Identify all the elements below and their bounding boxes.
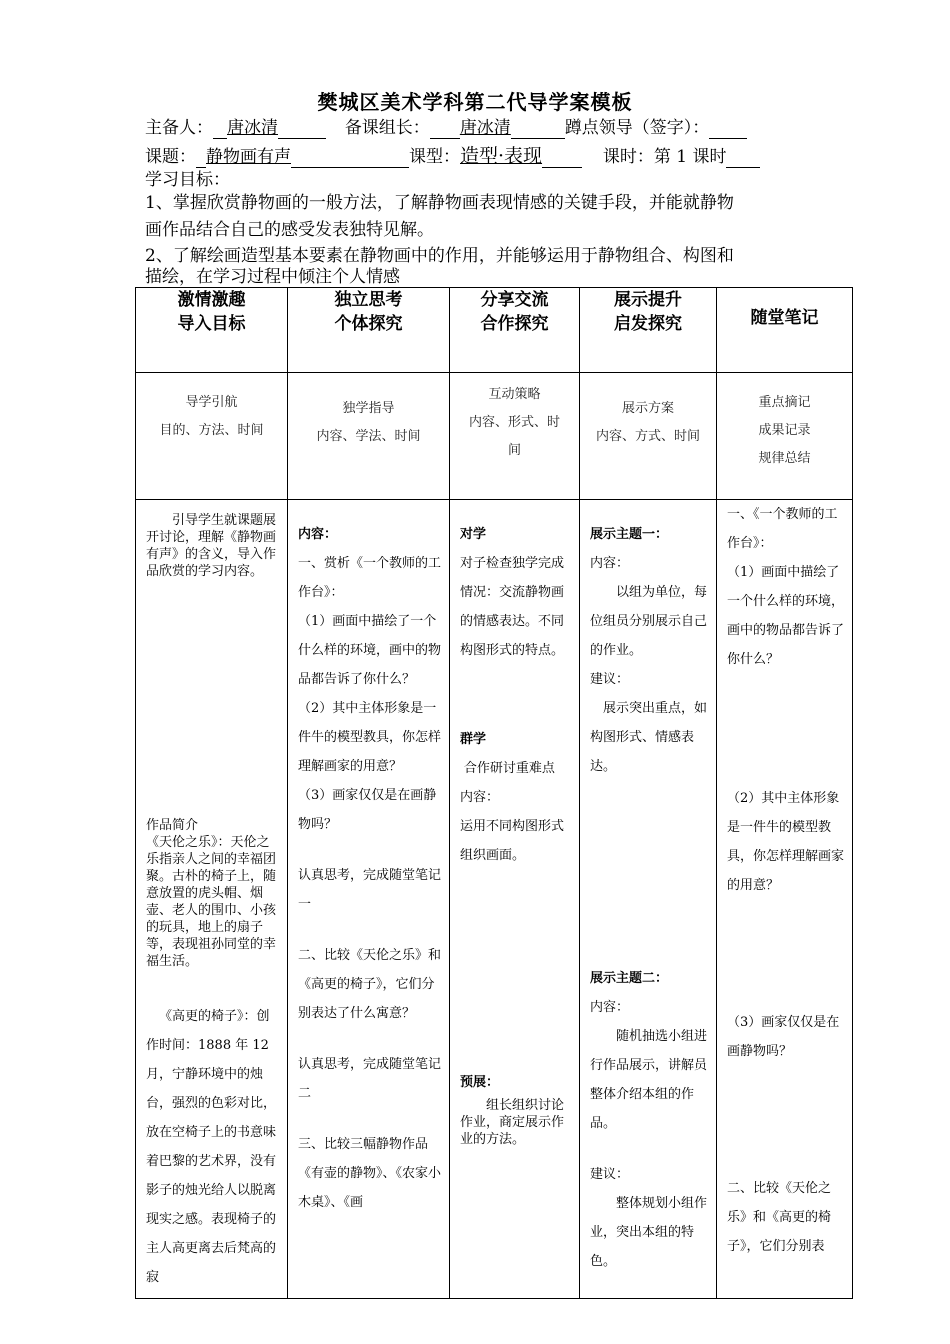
- header-col-1: 激情激趣 导入目标: [136, 288, 288, 373]
- pair-study-label: 对学: [460, 527, 487, 542]
- header-col-3: 分享交流 合作探究: [450, 288, 580, 373]
- works-text: 《天伦之乐》：天伦之乐指亲人之间的幸福团聚。古朴的椅子上，随意放置的虎头帽、烟壶、老人的围巾、小孩的玩具，地上的扇子等，表现祖孙同堂的幸福生活。: [146, 835, 277, 969]
- subheader-col-1: 导学引航 目的、方法、时间: [136, 373, 288, 500]
- self-study-q1: （1）画面中描绘了一个什么样的环境，画中的物品都告诉了你什么？: [298, 614, 442, 687]
- theme-1-content-label: 内容：: [590, 556, 630, 571]
- lesson-hours: 课时：第 1 课时: [602, 147, 727, 167]
- subheader-row: [136, 373, 853, 500]
- theme-2-content: 随机抽选小组进行作品展示，讲解员整体介绍本组的作品。: [590, 1029, 708, 1131]
- study-plan-table: [135, 287, 853, 1299]
- note-3: （2）其中主体形象是一件牛的模型教具，你怎样理解画家的用意？: [727, 791, 845, 893]
- guide-column: [136, 500, 288, 1299]
- group-study-text: 合作研讨重难点: [463, 761, 555, 776]
- header-col-2: 独立思考 个体探究: [288, 288, 450, 373]
- goal-1-line-2: 画作品结合自己的感受发表独特见解。: [145, 220, 434, 240]
- topic-value: 静物画有声: [206, 147, 291, 167]
- theme-1-content: 以组为单位，每位组员分别展示自己的作业。: [590, 585, 708, 658]
- preparer-name: 唐冰清: [227, 118, 278, 138]
- goal-2-line-1: 2、了解绘画造型基本要素在静物画中的作用，并能够运用于静物组合、构图和: [145, 246, 734, 266]
- self-study-content-label: 内容：: [298, 527, 338, 542]
- preparer-label: 主备人：: [145, 118, 213, 138]
- presentation-column: [580, 500, 717, 1299]
- subheader-col-5: 重点摘记 成果记录 规律总结: [717, 373, 853, 500]
- theme-1-title: 展示主题一：: [590, 527, 669, 542]
- topic-label: 课题：: [145, 147, 196, 167]
- pair-study-text: 对子检查独学完成情况：交流静物画的情感表达。不同构图形式的特点。: [460, 556, 565, 658]
- note-4: （3）画家仅仅是在画静物吗？: [727, 1015, 840, 1059]
- header-col-4: 展示提升 启发探究: [580, 288, 717, 373]
- theme-2-title: 展示主题二：: [590, 971, 669, 986]
- header-col-5: 随堂笔记: [717, 288, 853, 373]
- preview-text: 组长组织讨论作业，商定展示作业的方法。: [460, 1098, 565, 1147]
- header-row: [136, 288, 853, 373]
- goals-label: 学习目标：: [145, 170, 230, 190]
- group-leader-label: 备课组长：: [344, 118, 430, 138]
- self-study-p1: 一、赏析《一个教师的工作台》：: [298, 556, 442, 600]
- self-study-q2: （2）其中主体形象是一件牛的模型教具，你怎样理解画家的用意？: [298, 701, 442, 774]
- group-study-label: 群学: [460, 732, 487, 747]
- supervisor-label: 蹲点领导（签字）：: [564, 118, 710, 138]
- self-study-q3: （3）画家仅仅是在画静物吗？: [298, 788, 437, 832]
- cooperation-column: [450, 500, 580, 1299]
- note-5: 二、比较《天伦之乐》和《高更的椅子》，它们分别表: [727, 1181, 832, 1254]
- subheader-col-3: 互动策略 内容、形式、时 间: [450, 373, 580, 500]
- chair-text: 《高更的椅子》：创作时间：1888 年 12 月，宁静环境中的烛台，强烈的色彩对比，放在空椅子上的书意味着巴黎的艺术界，没有影子的烛光给人以脱离现实之感。表现椅子的主人高更离去后梵高的寂: [146, 1009, 277, 1285]
- theme-2-content-label: 内容：: [590, 1000, 630, 1015]
- theme-1-advice-label: 建议：: [590, 672, 630, 687]
- content-row: [136, 500, 853, 1299]
- theme-1-advice: 展示突出重点，如构图形式、情感表达。: [590, 701, 708, 774]
- works-title: 作品简介: [146, 818, 199, 833]
- preparer-row: [145, 117, 747, 139]
- goal-2-line-2: 描绘，在学习过程中倾注个人情感: [145, 267, 400, 287]
- theme-2-advice-label: 建议：: [590, 1167, 630, 1182]
- note-1: 一、《一个教师的工作台》：: [727, 507, 838, 551]
- group-study-detail: 运用不同构图形式组织画面。: [460, 819, 565, 863]
- self-study-task1: 认真思考，完成随堂笔记一: [298, 868, 442, 912]
- subheader-col-4: 展示方案 内容、方式、时间: [580, 373, 717, 500]
- self-study-task2: 认真思考，完成随堂笔记二: [298, 1057, 442, 1101]
- goal-1-line-1: 1、掌握欣赏静物画的一般方法，了解静物画表现情感的关键手段，并能就静物: [145, 193, 734, 213]
- document-title: 樊城区美术学科第二代导学案模板: [317, 90, 633, 114]
- self-study-column: [288, 500, 450, 1299]
- group-study-content-label: 内容：: [460, 790, 500, 805]
- guide-intro: 引导学生就课题展开讨论，理解《静物画有声》的含义，导入作品欣赏的学习内容。: [146, 513, 277, 579]
- note-2: （1）画面中描绘了一个什么样的环境，画中的物品都告诉了你什么？: [727, 565, 845, 667]
- preview-label: 预展：: [460, 1075, 500, 1090]
- group-leader-name: 唐冰清: [459, 118, 511, 138]
- self-study-p2: 二、比较《天伦之乐》和《高更的椅子》，它们分别表达了什么寓意？: [298, 948, 442, 1021]
- lesson-type-value: 造型·表现: [460, 145, 543, 167]
- subheader-col-2: 独学指导 内容、学法、时间: [288, 373, 450, 500]
- notes-column: [717, 500, 853, 1299]
- self-study-p3: 三、比较三幅静物作品《有壶的静物》、《农家小木桌》、《画: [298, 1137, 442, 1210]
- topic-row: [145, 145, 760, 168]
- lesson-type-label: 课型：: [409, 147, 460, 167]
- theme-2-advice: 整体规划小组作业，突出本组的特色。: [590, 1196, 708, 1269]
